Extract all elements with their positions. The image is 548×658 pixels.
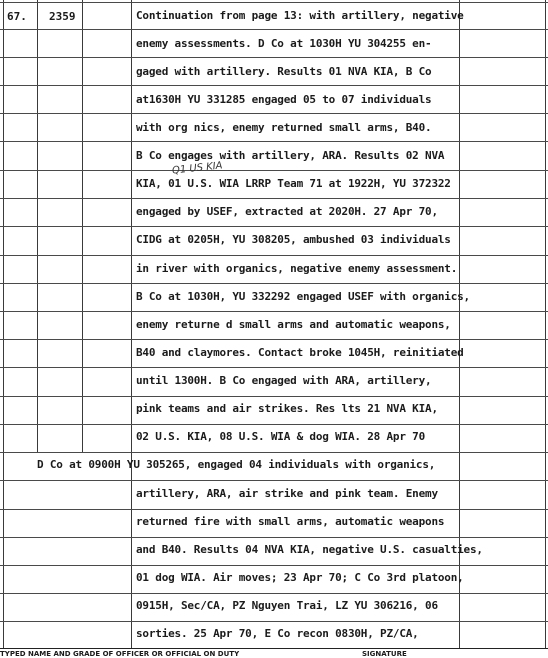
entry-line: with org nics, enemy returned small arms, B40. [136,121,432,134]
rule [0,565,548,566]
rule [0,537,548,538]
rule [0,29,548,30]
footer-rule [0,648,548,649]
rule [0,621,548,622]
entry-line: enemy assessments. D Co at 1030H YU 304255 en- [136,37,432,50]
rule [0,85,548,86]
entry-line: 0915H, Sec/CA, PZ Nguyen Trai, LZ YU 306216, 06 [136,599,438,612]
column-divider-entry [131,0,132,648]
rule [0,198,548,199]
entry-line: D Co at 0900H YU 305265, engaged 04 individuals with organics, [37,458,436,471]
footer-label-signature: SIGNATURE [362,650,407,658]
rule [0,141,548,142]
entry-line: B Co at 1030H, YU 332292 engaged USEF with organics, [136,290,470,303]
rule [0,2,548,3]
rule [0,113,548,114]
entry-line: KIA, 01 U.S. WIA LRRP Team 71 at 1922H, YU 372322 [136,177,451,190]
entry-line: B40 and claymores. Contact broke 1045H, reinitiated [136,346,464,359]
entry-line: Continuation from page 13: with artillery, negative [136,9,464,22]
rule [0,424,548,425]
rule [0,480,548,481]
entry-line: 02 U.S. KIA, 08 U.S. WIA & dog WIA. 28 Apr 70 [136,430,426,443]
rule [0,57,548,58]
entry-time: 2359 [49,10,76,23]
entry-line: at1630H YU 331285 engaged 05 to 07 individuals [136,93,432,106]
entry-line: and B40. Results 04 NVA KIA, negative U.S. casualties, [136,543,483,556]
entry-line: gaged with artillery. Results 01 NVA KIA, B Co [136,65,432,78]
entry-line: artillery, ARA, air strike and pink team. Enemy [136,487,438,500]
entry-line: pink teams and air strikes. Res lts 21 NVA KIA, [136,402,438,415]
rule [0,170,548,171]
rule [0,255,548,256]
entry-line: until 1300H. B Co engaged with ARA, artillery, [136,374,432,387]
rule [0,283,548,284]
entry-line: sorties. 25 Apr 70, E Co recon 0830H, PZ/CA, [136,627,419,640]
right-border [545,0,546,648]
rule [0,509,548,510]
entry-line: 01 dog WIA. Air moves; 23 Apr 70; C Co 3rd platoon, [136,571,464,584]
rule [0,226,548,227]
entry-line: in river with organics, negative enemy assessment. [136,262,458,275]
entry-line: enemy returne d small arms and automatic weapons, [136,318,451,331]
entry-line: CIDG at 0205H, YU 308205, ambushed 03 individuals [136,233,451,246]
rule [0,396,548,397]
entry-line: returned fire with small arms, automatic weapons [136,515,445,528]
entry-line: engaged by USEF, extracted at 2020H. 27 Apr 70, [136,205,438,218]
handwritten-note: Q1 US KIA [171,160,224,177]
rule [0,593,548,594]
entry-number: 67. [7,10,27,23]
rule [0,367,548,368]
left-border [3,0,4,648]
rule [0,339,548,340]
rule [0,452,548,453]
entry-line: B Co engages with artillery, ARA. Results 02 NVA [136,149,445,162]
footer-label-officer: TYPED NAME AND GRADE OF OFFICER OR OFFICIAL ON DUTY [0,650,240,658]
rule [0,311,548,312]
